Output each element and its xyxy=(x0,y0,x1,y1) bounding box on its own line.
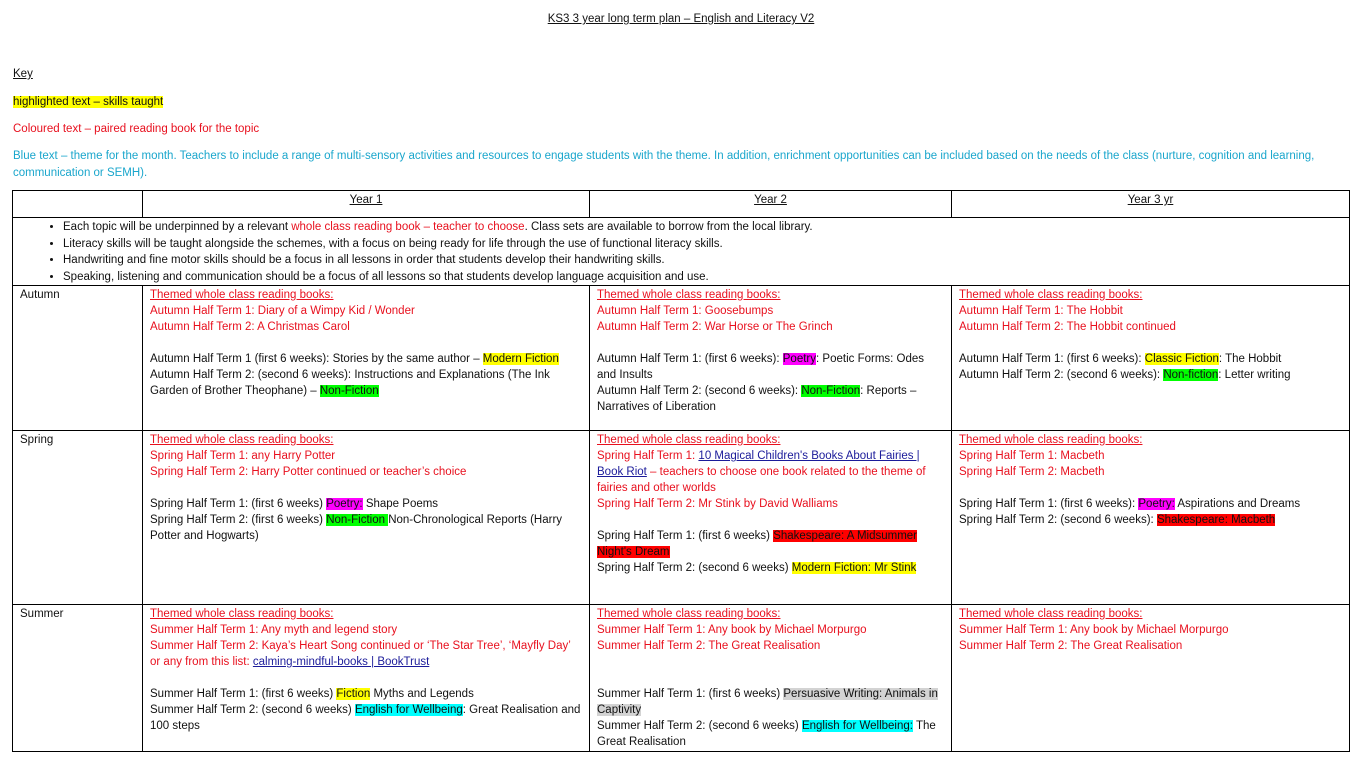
season-label: Spring xyxy=(13,431,143,605)
list-item: • Handwriting and fine motor skills should be a focus in all lessons in order that students develop their handwriting skills. xyxy=(63,252,1349,269)
summer-year-1-cell: Themed whole class reading books: Summer Half Term 1: Any myth and legend story Summer Half Term 2: Kaya’s Heart Song continued or ‘The Star Tree’, ‘Mayfly Day’ or any from this list: calming-mindful-books | BookTrust Summer Half Term 1: (first 6 weeks) Fiction Myths and Legends Summer Half Term 2: (second 6 weeks) English for Wellbeing: Great Realisation and 100 steps xyxy=(143,605,590,752)
header-year-3: Year 3 yr xyxy=(952,191,1350,218)
header-year-2: Year 2 xyxy=(590,191,952,218)
booktrust-link[interactable]: calming-mindful-books | BookTrust xyxy=(252,656,430,668)
page-title: KS3 3 year long term plan – English and Literacy V2 xyxy=(547,13,815,25)
spring-year-3-cell: Themed whole class reading books: Spring Half Term 1: Macbeth Spring Half Term 2: Macbeth Spring Half Term 1: (first 6 weeks): Poetry: Aspirations and Dreams Spring Half Term 2: (second 6 weeks): Shakespeare: Macbeth xyxy=(952,431,1350,605)
header-empty xyxy=(13,191,143,218)
spring-row xyxy=(13,431,1350,605)
spring-year-1-cell: Themed whole class reading books: Spring Half Term 1: any Harry Potter Spring Half Term 2: Harry Potter continued or teacher’s choice Spring Half Term 1: (first 6 weeks) Poetry: Shape Poems Spring Half Term 2: (first 6 weeks) Non-Fiction Non-Chronological Reports (Harry Potter and Hogwarts) xyxy=(143,431,590,605)
fairies-books-link[interactable]: 10 Magical Children's Books About Fairies | Book Riot xyxy=(597,450,920,478)
key-coloured: Coloured text – paired reading book for the topic xyxy=(13,123,260,135)
principles-list xyxy=(13,219,1349,285)
list-item: • Literacy skills will be taught alongside the schemes, with a focus on being ready for life through the use of functional literacy skills. xyxy=(63,236,1349,253)
key-blue: Blue text – theme for the month. Teachers to include a range of multi-sensory activities and resources to engage students with the theme. In addition, enrichment opportunities can be included based on the needs of the class (nurture, cognition and learning, communication or SEMH). xyxy=(13,150,1315,179)
autumn-row xyxy=(13,286,1350,431)
autumn-year-3-cell: Themed whole class reading books: Autumn Half Term 1: The Hobbit Autumn Half Term 2: The Hobbit continued Autumn Half Term 1: (first 6 weeks): Classic Fiction: The Hobbit Autumn Half Term 2: (second 6 weeks): Non-fiction: Letter writing xyxy=(952,286,1350,431)
autumn-year-1-cell: Themed whole class reading books: Autumn Half Term 1: Diary of a Wimpy Kid / Wonder Autumn Half Term 2: A Christmas Carol Autumn Half Term 1 (first 6 weeks): Stories by the same author – Modern Fiction Autumn Half Term 2: (second 6 weeks): Instructions and Explanations (The Ink Garden of Brother Theophane) – Non-Fiction xyxy=(143,286,590,431)
key-highlighted: highlighted text – skills taught xyxy=(13,96,164,108)
key-heading: Key xyxy=(13,68,33,80)
summer-row xyxy=(13,605,1350,752)
season-label: Summer xyxy=(13,605,143,752)
season-label: Autumn xyxy=(13,286,143,431)
plan-table xyxy=(12,190,1350,752)
summer-year-3-cell: Themed whole class reading books: Summer Half Term 1: Any book by Michael Morpurgo Summer Half Term 2: The Great Realisation xyxy=(952,605,1350,752)
list-item: • Each topic will be underpinned by a relevant whole class reading book – teacher to choose. Class sets are available to borrow from the local library. xyxy=(63,219,1349,236)
bullets-row xyxy=(13,218,1350,286)
header-year-1: Year 1 xyxy=(143,191,590,218)
key-section xyxy=(13,68,1349,182)
list-item: • Speaking, listening and communication should be a focus of all lessons so that students develop language acquisition and use. xyxy=(63,269,1349,286)
header-row xyxy=(13,191,1350,218)
summer-year-2-cell: Themed whole class reading books: Summer Half Term 1: Any book by Michael Morpurgo Summer Half Term 2: The Great Realisation Summer Half Term 1: (first 6 weeks) Persuasive Writing: Animals in Captivity Summer Half Term 2: (second 6 weeks) English for Wellbeing: The Great Realisation xyxy=(590,605,952,752)
autumn-year-2-cell: Themed whole class reading books: Autumn Half Term 1: Goosebumps Autumn Half Term 2: War Horse or The Grinch Autumn Half Term 1: (first 6 weeks): Poetry: Poetic Forms: Odes and Insults Autumn Half Term 2: (second 6 weeks): Non-Fiction: Reports – Narratives of Liberation xyxy=(590,286,952,431)
spring-year-2-cell: Themed whole class reading books: Spring Half Term 1: 10 Magical Children's Books About Fairies | Book Riot – teachers to choose one book related to the theme of fairies and other worlds Spring Half Term 2: Mr Stink by David Walliams Spring Half Term 1: (first 6 weeks) Shakespeare: A Midsummer Night's Dream Spring Half Term 2: (second 6 weeks) Modern Fiction: Mr Stink xyxy=(590,431,952,605)
